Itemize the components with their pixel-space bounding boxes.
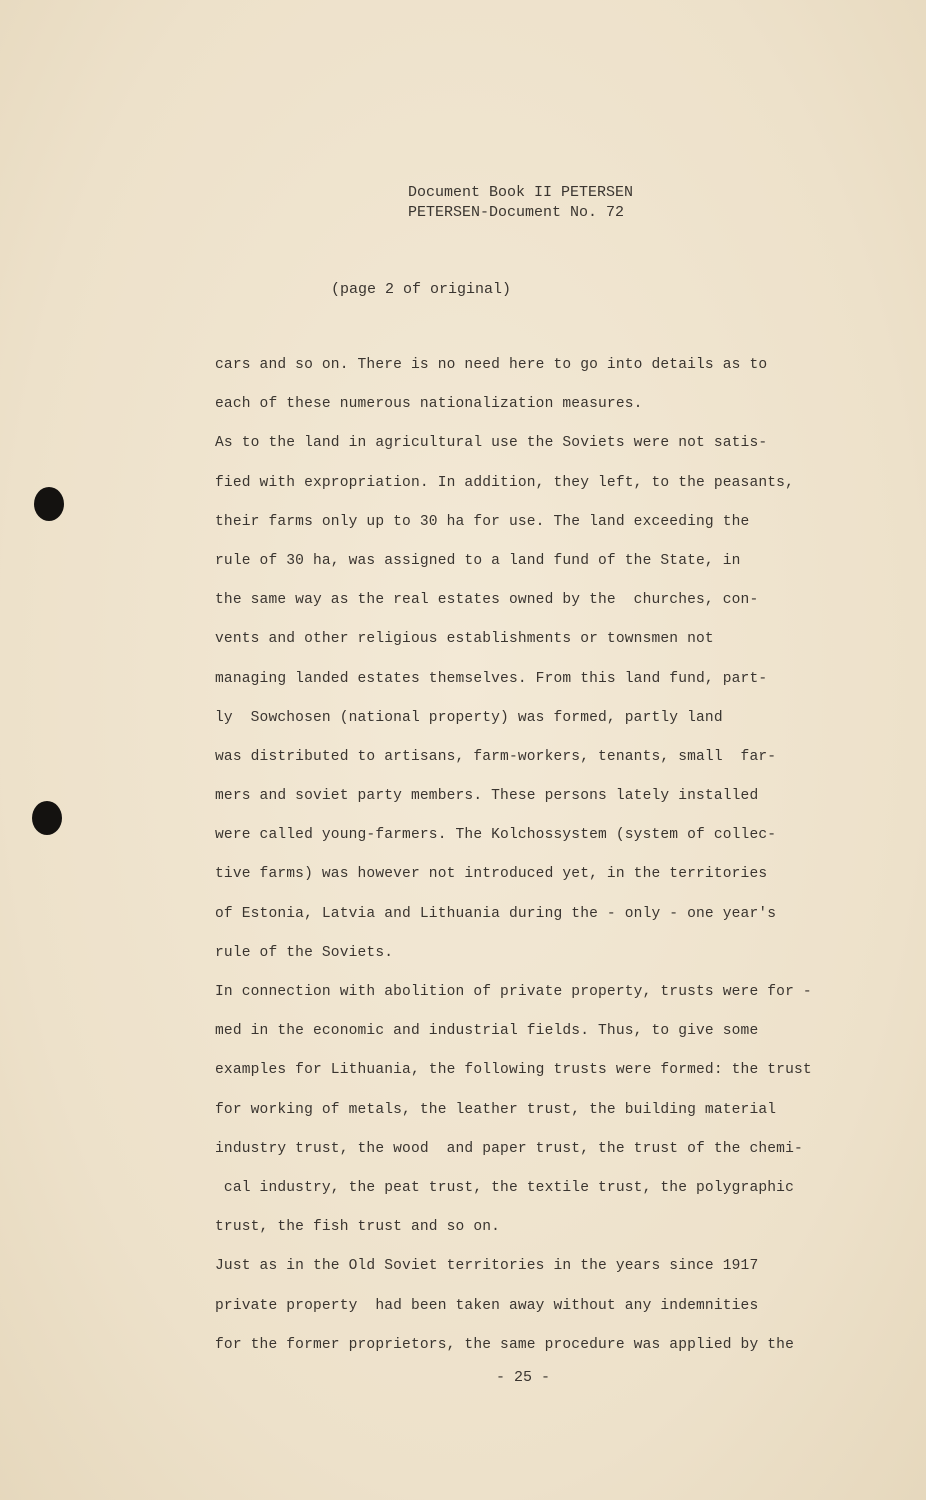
text-line: As to the land in agricultural use the Soviets were not satis- <box>215 435 768 452</box>
text-line: In connection with abolition of private property, trusts were for - <box>215 984 812 1000</box>
text-line: each of these numerous nationalization measures. <box>215 396 643 413</box>
header-line-1: Document Book II PETERSEN <box>408 184 634 201</box>
document-header <box>408 183 633 223</box>
text-line: mers and soviet party members. These persons lately installed <box>215 788 759 805</box>
text-line: for the former proprietors, the same procedure was applied by the <box>215 1336 794 1353</box>
text-line: private property had been taken away without any indemnities <box>215 1297 759 1314</box>
text-line: for working of metals, the leather trust, the building material <box>215 1101 777 1118</box>
text-line: industry trust, the wood and paper trust, the trust of the chemi- <box>215 1140 803 1157</box>
text-line: their farms only up to 30 ha for use. The land exceeding the <box>215 513 750 530</box>
text-line: fied with expropriation. In addition, they left, to the peasants, <box>215 474 794 491</box>
text-line: ly Sowchosen (national property) was formed, partly land <box>215 709 723 726</box>
text-line: examples for Lithuania, the following trusts were formed: the trust <box>215 1062 812 1079</box>
text-line: tive farms) was however not introduced yet, in the territories <box>215 866 768 883</box>
header-line-2: PETERSEN-Document No. 72 <box>408 204 625 221</box>
text-line: the same way as the real estates owned by the churches, con- <box>215 592 759 609</box>
text-line: Just as in the Old Soviet territories in the years since 1917 <box>215 1258 759 1275</box>
text-line: cal industry, the peat trust, the textile trust, the polygraphic <box>215 1179 794 1196</box>
text-line: managing landed estates themselves. From this land fund, part- <box>215 670 768 687</box>
text-line: was distributed to artisans, farm-workers, tenants, small far- <box>215 748 777 765</box>
original-page-note: (page 2 of original) <box>331 281 512 298</box>
text-line: med in the economic and industrial fields. Thus, to give some <box>215 1023 759 1040</box>
body-text <box>215 355 875 1374</box>
text-line: trust, the fish trust and so on. <box>215 1219 501 1236</box>
text-line: rule of the Soviets. <box>215 944 394 961</box>
page-number: - 25 - <box>496 1369 551 1386</box>
text-line: vents and other religious establishments or townsmen not <box>215 631 714 648</box>
text-line: rule of 30 ha, was assigned to a land fund of the State, in <box>215 552 741 569</box>
text-line: cars and so on. There is no need here to go into details as to <box>215 357 768 373</box>
punch-hole-bottom <box>32 801 62 835</box>
punch-hole-top <box>34 487 64 521</box>
text-line: of Estonia, Latvia and Lithuania during the - only - one year's <box>215 905 777 922</box>
text-line: were called young-farmers. The Kolchossystem (system of collec- <box>215 827 777 844</box>
